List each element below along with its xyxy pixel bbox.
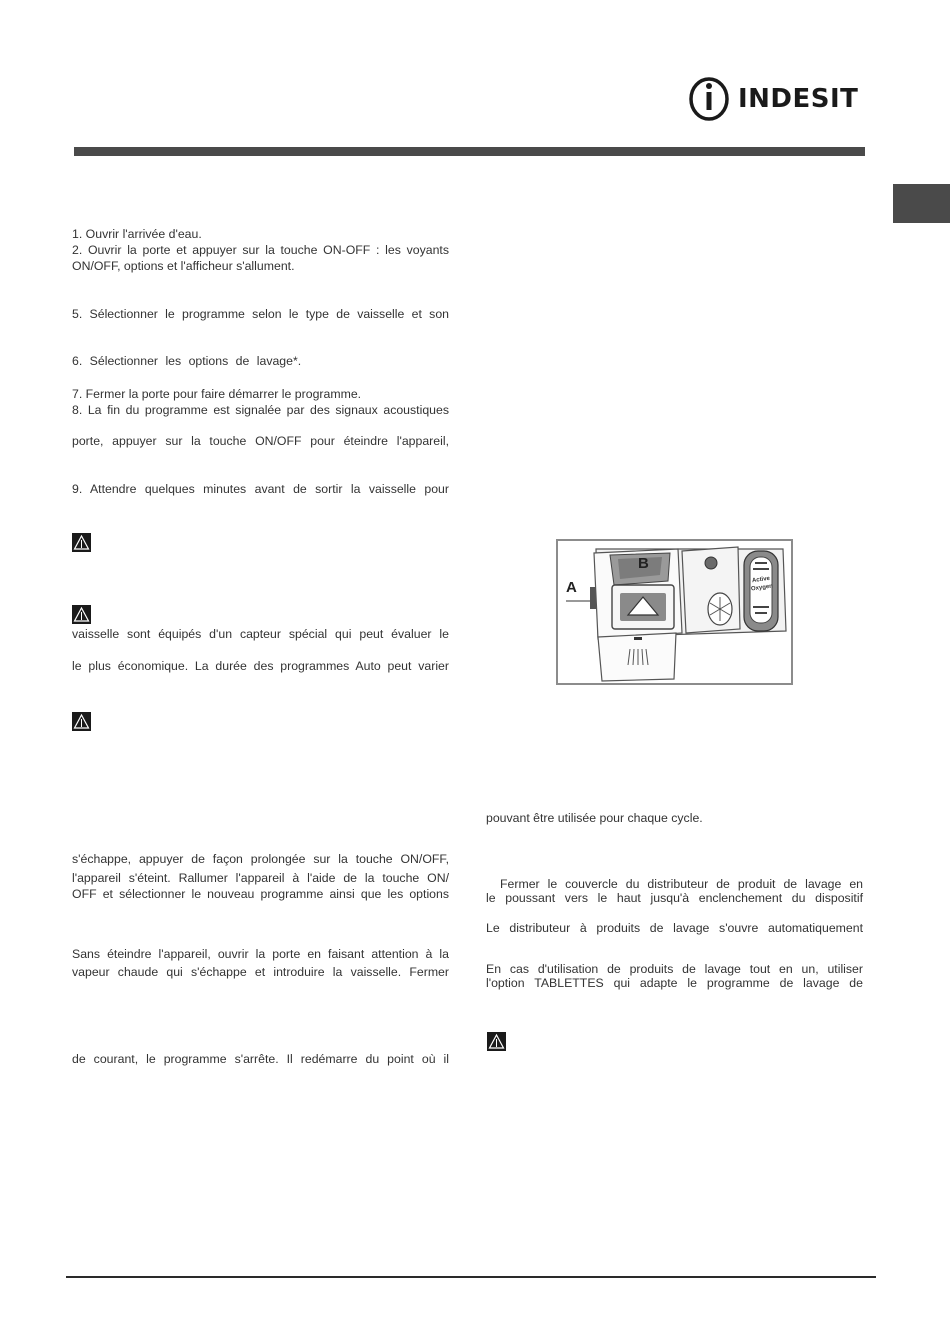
text-line: 5. Sélectionner le programme selon le type de vaisselle et son xyxy=(72,307,449,321)
language-tab xyxy=(893,184,950,223)
dispenser-label-2: Oxygen xyxy=(750,583,774,593)
text-line: s'échappe, appuyer de façon prolongée sur la touche ON/OFF, xyxy=(72,852,449,866)
text-line: porte, appuyer sur la touche ON/OFF pour éteindre l'appareil, xyxy=(72,434,449,448)
dispenser-label-1: Active xyxy=(751,575,771,585)
brand-name: INDESIT xyxy=(738,84,859,114)
text-line: Fermer le couvercle du distributeur de produit de lavage en xyxy=(500,877,863,891)
text-line: vapeur chaude qui s'échappe et introduire la vaisselle. Fermer xyxy=(72,965,449,979)
text-line: Sans éteindre l'appareil, ouvrir la porte en faisant attention à la xyxy=(72,947,449,961)
warning-icon xyxy=(487,1032,506,1051)
dispenser-illustration xyxy=(556,539,793,685)
warning-icon xyxy=(72,712,91,731)
text-line: 8. La fin du programme est signalée par des signaux acoustiques xyxy=(72,403,449,417)
text-line: pouvant être utilisée pour chaque cycle. xyxy=(486,811,703,825)
footer-rule xyxy=(66,1276,876,1278)
text-line: 1. Ouvrir l'arrivée d'eau. xyxy=(72,227,202,241)
text-line: l'appareil s'éteint. Rallumer l'appareil à l'aide de la touche ON/ xyxy=(72,871,449,885)
text-line: 7. Fermer la porte pour faire démarrer le programme. xyxy=(72,387,362,401)
warning-icon xyxy=(72,533,91,552)
brand-logo xyxy=(688,76,868,124)
text-line: OFF et sélectionner le nouveau programme ainsi que les options xyxy=(72,887,449,901)
text-line: le poussant vers le haut jusqu'à enclenchement du dispositif xyxy=(486,891,863,905)
text-line: 9. Attendre quelques minutes avant de sortir la vaisselle pour xyxy=(72,482,449,496)
text-line: le plus économique. La durée des programmes Auto peut varier xyxy=(72,659,449,673)
brand-logo-mark xyxy=(688,76,734,124)
text-line: l'option TABLETTES qui adapte le programme de lavage de xyxy=(486,976,863,990)
text-line: de courant, le programme s'arrête. Il redémarre du point où il xyxy=(72,1052,449,1066)
text-line: 2. Ouvrir la porte et appuyer sur la touche ON-OFF : les voyants xyxy=(72,243,449,257)
figure-label-b: B xyxy=(638,555,649,572)
header-rule xyxy=(74,147,865,156)
text-line: En cas d'utilisation de produits de lavage tout en un, utiliser xyxy=(486,962,863,976)
text-line: Le distributeur à produits de lavage s'ouvre automatiquement xyxy=(486,921,863,935)
text-line: vaisselle sont équipés d'un capteur spécial qui peut évaluer le xyxy=(72,627,449,641)
dispenser-drawing xyxy=(558,541,791,683)
text-line: ON/OFF, options et l'afficheur s'allument. xyxy=(72,259,295,273)
warning-icon xyxy=(72,605,91,624)
figure-label-a: A xyxy=(566,579,577,596)
text-line: 6. Sélectionner les options de lavage*. xyxy=(72,354,302,368)
